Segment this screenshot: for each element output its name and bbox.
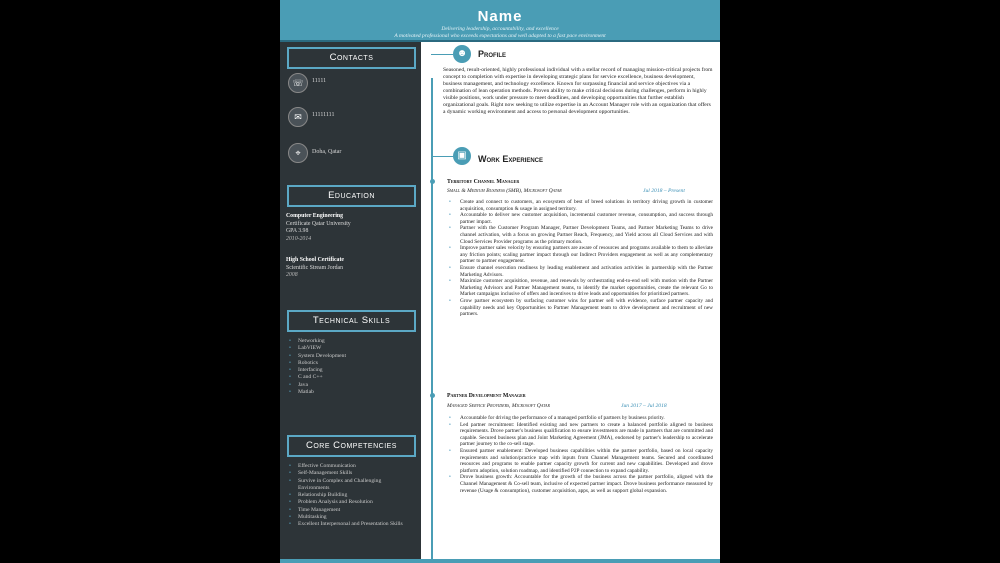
timeline-line [431,78,433,563]
education-degree: Computer Engineering [286,213,344,219]
job-bullet: • Drove business growth: Accountable for the growth of the business across the partner portfolio, aligned with the Channel Management & Co-sell team, inclusive of expected partner impact. Drove business performance measured by revenue (Usage & consumption), customer acquisition, apps, as well as support global expansion. [447,474,713,494]
divider [431,156,453,157]
skill-item: • C and C++ [286,374,414,381]
competency-item: • Effective Communication [286,463,414,470]
candidate-name: Name [477,8,523,25]
education-entry [286,257,344,280]
education-heading: Education [287,185,416,207]
main-content [421,42,720,563]
competency-item: • Self-Management Skills [286,470,414,477]
job-bullet: • Led partner recruitment: Identified existing and new partners to create a balanced portfolio aligned to business requirements. Drove partner's business qualification to ensure investments are made in partners that are committed and capable. Secured business plan and Joint Marketing Agreement (JMA), endorsed by partner's leadership to accelerate partner journey to the co-sell stage. [447,422,713,448]
competency-item: • Relationship Building [286,492,414,499]
email-icon: ✉ [288,107,308,127]
competency-item: • Time Management [286,507,414,514]
location-text: Doha, Qatar [312,149,342,155]
skill-item: • Java [286,382,414,389]
tagline-primary: Delivering leadership, accountability, and excellence [441,26,559,32]
profile-text: Seasoned, result-oriented, highly professional individual with a stellar record of managing mission-critical projects from concept to completion with expertise in developing strategic plans for service excellence, business development, business management, and technology excellence. Known for surpassing financial and service objectives via a combination of lean operation methods. Proven ability to make critical decisions during challenges, perform in highly visible positions, work under pressure to meet deadlines, and developing opportunities that further establish organizational goals. Right now seeking to utilize expertise in an Account Manager role with an organization that offers a dynamic working environment and access to personal development opportunities. [443,67,713,115]
phone-icon: ☏ [288,73,308,93]
core-competencies-heading: Core Competencies [287,435,416,457]
resume-header [280,0,720,42]
location-icon: ⌖ [288,143,308,163]
email-text: 11111111 [312,112,335,118]
skill-item: • System Development [286,353,414,360]
job-bullet: • Maximize customer acquisition, revenue, and renewals by orchestrating end-to-end sell with motion with the Partner Marketing Advisors and Partner Management teams, to identify the market opportunities, create the relevant Go to Market campaigns inclusive of offers and incentives to drive leads and opportunities for prioritized partners. [447,278,713,298]
job-dates: Jun 2017 – Jul 2018 [621,403,667,409]
contacts-heading: Contacts [287,47,416,69]
job-bullet: • Accountable for driving the performance of a managed portfolio of partners by business priority. [447,415,713,422]
education-entry [286,213,351,243]
education-gpa: GPA 3.98 [286,228,309,234]
resume-page [280,0,720,563]
job-title: Territory Channel Manager [447,179,520,185]
skill-item: • Interfacing [286,367,414,374]
education-years: 2010-2014 [286,235,312,242]
competency-item: • Problem Analysis and Resolution [286,499,414,506]
user-icon: ☻ [453,45,471,63]
technical-skills-heading: Technical Skills [287,310,416,332]
job-bullets [447,415,713,494]
education-years: 2008 [286,272,298,278]
competency-item: • Survive in Complex and Challenging Environments [286,478,414,493]
education-degree: High School Certificate [286,257,344,263]
job-bullet: • Ensured partner enablement: Developed business capabilities within the partner portfolio, based on local capacity requirements and solution/practice map with inputs from Channel Management teams. Secured and coordinated resources and programs to enable partner capacity growth for current and new capabilities. Developed and drove platform adoption, solution roadmap, and identified P2P connection to expand capability. [447,448,713,474]
job-title: Partner Development Manager [447,393,526,399]
job-bullet: • Grow partner ecosystem by surfacing customer wins for partner sell with evidence, surface partner capacity and capability needs and key Opportunities to Partner Management team to drive development and recruitment of new partners. [447,298,713,318]
core-competencies-list [286,463,414,529]
timeline-dot [430,179,435,184]
work-experience-heading: Work Experience [478,154,544,164]
job-dates: Jul 2018 – Present [643,188,685,194]
job-bullet: • Create and connect to customers, an ecosystem of best of breed solutions in territory driving growth in customer acquisition, consumption & usage in assigned territory. [447,199,713,212]
job-bullet: • Ensure channel execution readiness by leading enablement and activation activities in partnership with the Partner Marketing Advisors. [447,265,713,278]
skill-item: • LabVIEW [286,345,414,352]
competency-item: • Multitasking [286,514,414,521]
competency-item: • Excellent Interpersonal and Presentation Skills [286,521,414,528]
skill-item: • Robotics [286,360,414,367]
job-bullet: • Partner with the Customer Program Manager, Partner Development Teams, and Partner Marketing Teams to drive channel activation, with a focus on growing Partner Reach, Frequency, and Yield across all Cloud Services and with Cloud Services Provider programs as the primary motion. [447,225,713,245]
job-company: Managed Service Providers, Microsoft Qatar [447,403,550,409]
skill-item: • Networking [286,338,414,345]
technical-skills-list [286,338,414,396]
skill-item: • Matlab [286,389,414,396]
job-bullets [447,199,713,318]
education-school: Certificate Qatar University [286,220,351,227]
job-company: Small & Medium Business (SMB), Microsoft Qatar [447,188,562,194]
sidebar [280,42,421,563]
footer-bar [280,559,720,563]
phone-text: 11111 [312,78,327,84]
timeline-dot [430,393,435,398]
briefcase-icon: ▣ [453,147,471,165]
education-school: Scientific Stream Jordan [286,264,343,271]
divider [431,54,453,55]
tagline-secondary: A motivated professional who exceeds expectations and well adapted to a fast pace environment [394,33,606,39]
profile-heading: Profile [478,49,507,59]
job-bullet: • Improve partner sales velocity by ensuring partners are aware of resources and programs available to them to alleviate any friction points; scaling partner impact through our Indirect Providers engagement as well as any complementary partner to partner engagement. [447,245,713,265]
job-bullet: • Accountable to deliver new customer acquisition, incremental customer revenue, consumption, and success through partner impact. [447,212,713,225]
